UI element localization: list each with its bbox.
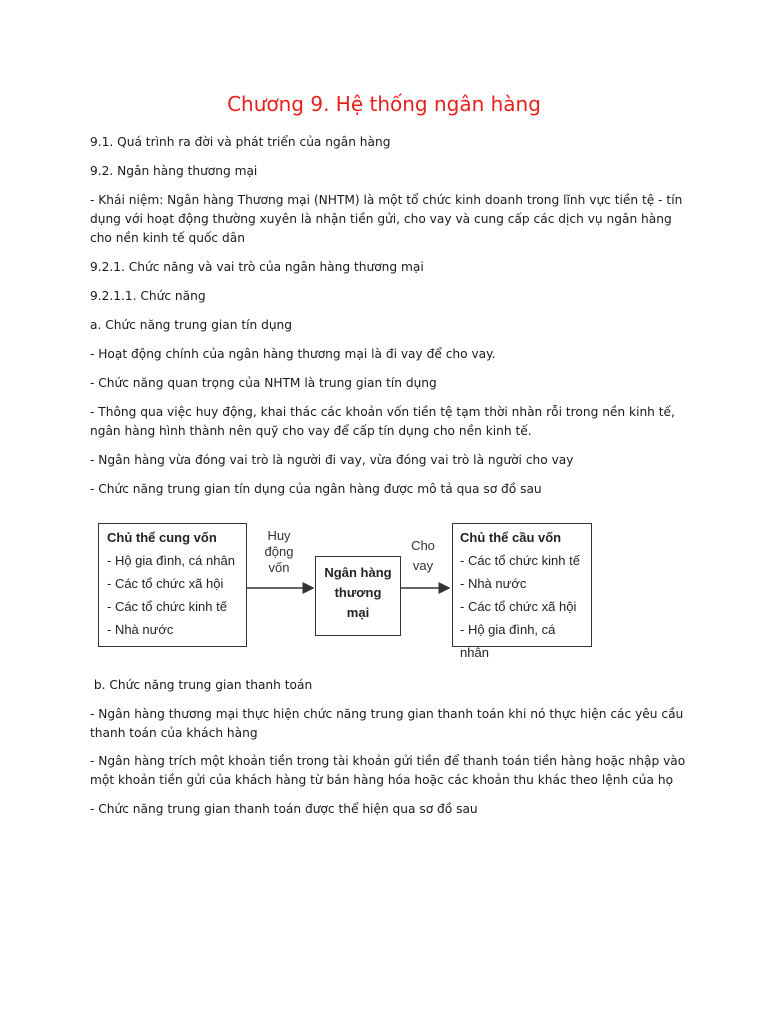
subsection-heading-a: a. Chức năng trung gian tín dụng [90, 318, 292, 332]
borrower-item: - Nhà nước [460, 576, 527, 591]
borrower-item: - Hộ gia đình, cá nhân [460, 622, 556, 660]
borrower-heading: Chủ thể cầu vốn [460, 530, 562, 545]
supplier-heading: Chủ thể cung vốn [107, 530, 217, 545]
subsection-heading-b: b. Chức năng trung gian thanh toán [90, 678, 313, 692]
supplier-item: - Hộ gia đình, cá nhân [107, 553, 235, 568]
borrower-item: - Các tổ chức kinh tế [460, 553, 580, 568]
bank-label-line: mại [346, 605, 370, 620]
supplier-item: - Nhà nước [107, 622, 174, 637]
lend-label-line: Cho [411, 538, 435, 553]
mobilize-label-line: Huy [267, 528, 291, 543]
paragraph-definition: - Khái niệm: Ngân hàng Thương mại (NHTM) là một tổ chức kinh doanh trong lĩnh vực tiền tệ - tín dụng với hoạt động thường xuyên là nhận tiền gửi, cho vay và cung cấp các dịch vụ ngân hàng cho nền kinh tế quốc dân [90, 193, 683, 245]
supplier-item: - Các tổ chức kinh tế [107, 599, 227, 614]
chapter-title: Chương 9. Hệ thống ngân hàng [227, 92, 541, 116]
mobilize-label [253, 528, 305, 576]
bank-box [315, 556, 401, 636]
bank-label-line: Ngân hàng [324, 565, 392, 580]
section-heading-9-2-1: 9.2.1. Chức năng và vai trò của ngân hàng thương mại [90, 260, 424, 274]
paragraph-dual-role: - Ngân hàng vừa đóng vai trò là người đi vay, vừa đóng vai trò là người cho vay [90, 453, 574, 467]
paragraph-main-activity: - Hoạt động chính của ngân hàng thương mại là đi vay để cho vay. [90, 347, 496, 361]
paragraph-diagram-intro: - Chức năng trung gian tín dụng của ngân hàng được mô tả qua sơ đồ sau [90, 482, 542, 496]
lend-label [401, 536, 445, 576]
paragraph-payment-diagram-intro: - Chức năng trung gian thanh toán được thể hiện qua sơ đồ sau [90, 802, 478, 816]
paragraph-payment-requests: - Ngân hàng thương mại thực hiện chức năng trung gian thanh toán khi nó thực hiện các yêu cầu thanh toán của khách hàng [90, 707, 684, 740]
borrower-item: - Các tổ chức xã hội [460, 599, 577, 614]
section-heading-9-2: 9.2. Ngân hàng thương mại [90, 164, 258, 178]
paragraph-payment-mechanism: - Ngân hàng trích một khoản tiền trong tài khoản gửi tiền để thanh toán tiền hàng hoặc nhập vào một khoản tiền gửi của khách hàng từ bán hàng hóa hoặc các khoản thu khác theo lệnh của họ [90, 754, 686, 787]
paragraph-mobilization: - Thông qua việc huy động, khai thác các khoản vốn tiền tệ tạm thời nhàn rỗi trong nền kinh tế, ngân hàng hình thành nên quỹ cho vay để cấp tín dụng cho nền kinh tế. [90, 405, 675, 438]
supplier-box [98, 523, 247, 647]
paragraph-important-function: - Chức năng quan trọng của NHTM là trung gian tín dụng [90, 376, 437, 390]
mobilize-label-line: vốn [268, 560, 290, 575]
bank-label-line: thương [334, 585, 382, 600]
lend-label-line: vay [412, 558, 434, 573]
section-heading-9-1: 9.1. Quá trình ra đời và phát triển của ngân hàng [90, 135, 391, 149]
supplier-item: - Các tổ chức xã hội [107, 576, 224, 591]
credit-intermediary-diagram [95, 518, 595, 660]
borrower-box [452, 523, 592, 660]
mobilize-label-line: động [264, 544, 294, 559]
section-heading-9-2-1-1: 9.2.1.1. Chức năng [90, 289, 206, 303]
